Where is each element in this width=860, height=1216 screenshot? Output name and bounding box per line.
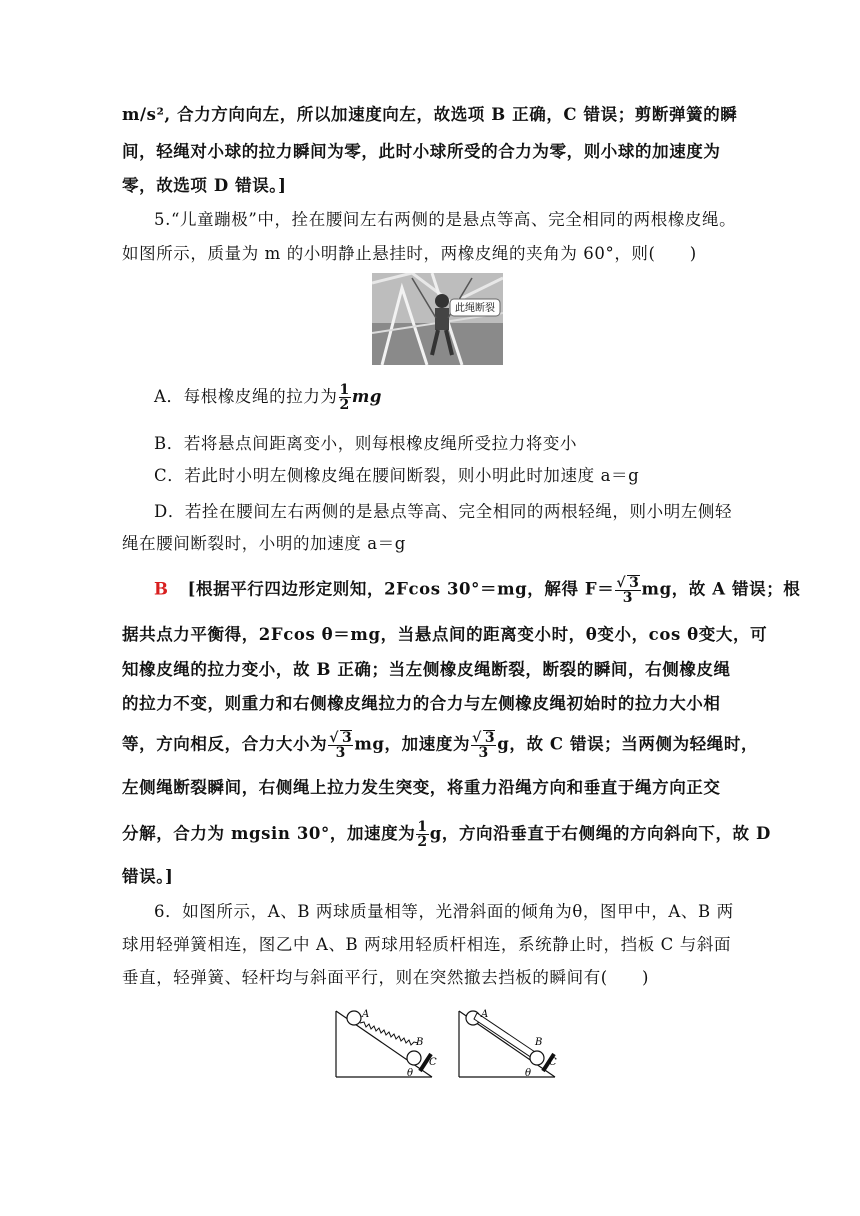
q5-explanation: 左侧绳断裂瞬间，右侧绳上拉力发生突变，将重力沿绳方向和垂直于绳方向正交 xyxy=(122,778,721,797)
q5-option-c: C．若此时小明左侧橡皮绳在腰间断裂，则小明此时加速度 a＝g xyxy=(154,466,640,485)
q5-option-b: B．若将悬点间距离变小，则每根橡皮绳所受拉力将变小 xyxy=(154,434,578,453)
incline-rod-figure xyxy=(455,1007,560,1082)
label-b: B xyxy=(535,1037,543,1048)
q5-stem: 5.“儿童蹦极”中，拴在腰间左右两侧的是悬点等高、完全相同的两根橡皮绳。 xyxy=(154,210,737,229)
q5-explanation: 的拉力不变，则重力和右侧橡皮绳拉力的合力与左侧橡皮绳初始时的拉力大小相 xyxy=(122,694,721,713)
fraction: $\frac{1}{2}$ xyxy=(417,819,428,850)
option-text: mg xyxy=(351,387,383,406)
q5-explanation: 错误。] xyxy=(122,867,174,886)
answer-label: B xyxy=(154,579,169,599)
fraction: $\frac{√ 3}{3}$ xyxy=(616,575,640,606)
label-b: B xyxy=(416,1037,424,1048)
text-line: 零，故选项 D 错误。] xyxy=(122,176,287,195)
fraction: $\frac{√ 3}{3}$ xyxy=(329,730,353,761)
q5-explanation: B [根据平行四边形定则知，2Fcos 30°＝mg，解得 F＝ $\frac{√ 3}{3}$ mg，故 A 错误；根 xyxy=(154,575,801,606)
q5-option-a xyxy=(154,383,774,412)
q5-option-d: D．若拴在腰间左右两侧的是悬点等高、完全相同的两根轻绳，则小明左侧轻 xyxy=(154,502,733,521)
q6-stem: 6．如图所示，A、B 两球质量相等，光滑斜面的倾角为θ，图甲中，A、B 两 xyxy=(154,902,734,921)
text-line: 间，轻绳对小球的拉力瞬间为零，此时小球所受的合力为零，则小球的加速度为 xyxy=(122,142,721,161)
q5-explanation: 分解，合力为 mgsin 30°，加速度为 $\frac{1}{2}$ g，方向沿垂直于右侧绳的方向斜向下，故 D xyxy=(122,819,771,850)
q5-explanation: 知橡皮绳的拉力变小，故 B 正确；当左侧橡皮绳断裂，断裂的瞬间，右侧橡皮绳 xyxy=(122,660,731,679)
q5-option-d: 绳在腰间断裂时，小明的加速度 a＝g xyxy=(122,534,406,553)
fraction: $\frac{1}{2}$ xyxy=(339,382,350,413)
q6-stem: 球用轻弹簧相连，图乙中 A、B 两球用轻质杆相连，系统静止时，挡板 C 与斜面 xyxy=(122,935,732,954)
label-c: C xyxy=(429,1057,437,1068)
q6-stem: 垂直，轻弹簧、轻杆均与斜面平行，则在突然撤去挡板的瞬间有( ) xyxy=(122,968,650,987)
label-theta: θ xyxy=(525,1068,532,1079)
photo-label: 此绳断裂 xyxy=(455,303,495,314)
label-c: C xyxy=(549,1057,557,1068)
bungee-photo xyxy=(372,273,503,365)
q5-stem: 如图所示，质量为 m 的小明静止悬挂时，两橡皮绳的夹角为 60°，则( ) xyxy=(122,244,697,263)
incline-spring-figure xyxy=(332,1007,437,1082)
text-line: m/s², 合力方向向左，所以加速度向左，故选项 B 正确，C 错误；剪断弹簧的瞬 xyxy=(122,105,738,124)
q5-explanation: 据共点力平衡得，2Fcos θ＝mg，当悬点间的距离变小时，θ变小，cos θ变大，可 xyxy=(122,625,768,644)
label-a: A xyxy=(362,1009,370,1020)
label-theta: θ xyxy=(407,1068,414,1079)
q5-explanation: 等，方向相反，合力大小为 $\frac{√ 3}{3}$ mg，加速度为 $\frac{√ 3}{3}$ g，故 C 错误；当两侧为轻绳时， xyxy=(122,730,759,761)
fraction: $\frac{√ 3}{3}$ xyxy=(472,730,496,761)
option-text: A．每根橡皮绳的拉力为 xyxy=(154,387,338,406)
label-a: A xyxy=(481,1009,489,1020)
